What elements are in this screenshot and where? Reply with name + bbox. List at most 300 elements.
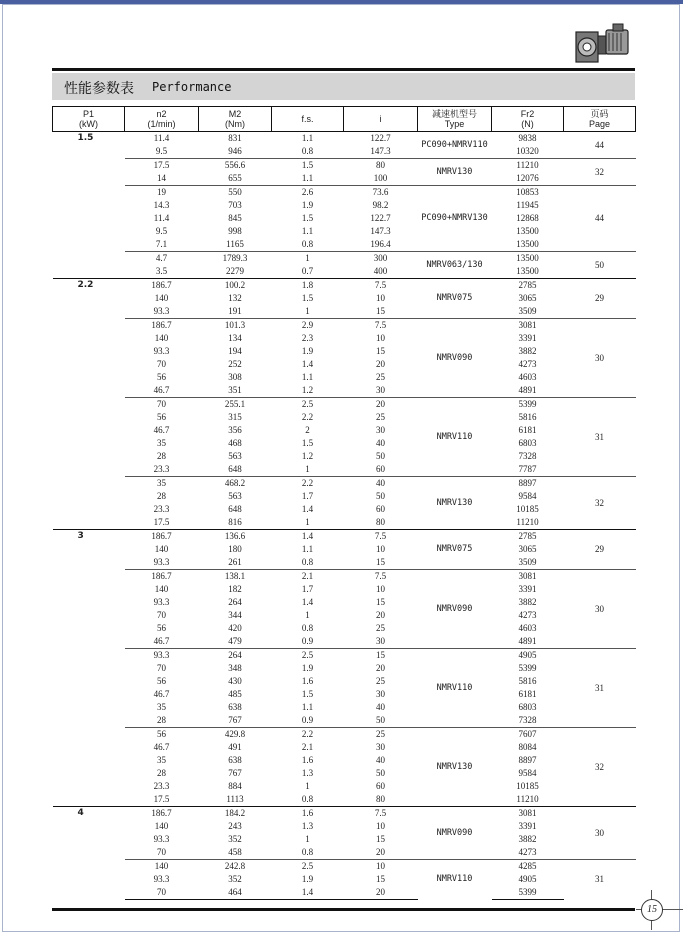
n2-cell: 70 xyxy=(125,886,199,900)
fs-cell: 0.7 xyxy=(301,266,314,276)
fs-cell: 1.9 xyxy=(301,874,314,884)
i-cell: 25 xyxy=(344,728,418,742)
table-row xyxy=(53,873,636,886)
fr2-cell: 3509 xyxy=(518,557,537,567)
i-cell: 196.4 xyxy=(370,239,391,249)
fs-cell: 1 xyxy=(272,252,344,266)
table-row xyxy=(53,675,636,688)
table-row xyxy=(53,516,636,530)
n2-cell: 140 xyxy=(154,821,169,831)
fr2-cell: 3509 xyxy=(518,306,537,316)
fs-cell: 2.5 xyxy=(272,649,344,663)
fs-cell: 1.1 xyxy=(272,132,344,146)
type-cell: NMRV110 xyxy=(418,860,492,900)
table-row xyxy=(53,780,636,793)
m2-cell: 767 xyxy=(228,715,242,725)
m2-cell: 2279 xyxy=(226,266,244,276)
fs-cell: 1.4 xyxy=(301,504,314,514)
m2-cell: 1789.3 xyxy=(199,252,272,266)
n2-cell: 46.7 xyxy=(153,425,170,435)
page-ref-cell: 30 xyxy=(564,570,636,649)
i-cell: 7.5 xyxy=(344,319,418,333)
fr2-cell: 6181 xyxy=(518,425,537,435)
n2-cell: 140 xyxy=(154,333,169,343)
table-row xyxy=(53,886,636,900)
col-header-n2: n2 (1/min) xyxy=(125,107,199,132)
type-cell: PC090+NMRV110 xyxy=(418,132,492,159)
n2-cell: 56 xyxy=(157,372,166,382)
table-row xyxy=(53,583,636,596)
i-cell: 25 xyxy=(376,676,385,686)
fr2-cell: 5399 xyxy=(492,886,564,900)
type-cell: NMRV090 xyxy=(418,807,492,860)
table-row xyxy=(53,398,636,412)
m2-cell: 767 xyxy=(228,768,242,778)
fr2-cell: 3065 xyxy=(518,544,537,554)
m2-cell: 563 xyxy=(228,451,242,461)
fr2-cell: 4891 xyxy=(518,385,537,395)
n2-cell: 93.3 xyxy=(153,597,170,607)
i-cell: 300 xyxy=(344,252,418,266)
fs-cell: 0.9 xyxy=(301,636,314,646)
table-row xyxy=(53,820,636,833)
table-row xyxy=(53,265,636,279)
table-row xyxy=(53,172,636,186)
table-row xyxy=(53,649,636,663)
table-row xyxy=(53,728,636,742)
m2-cell: 468 xyxy=(228,438,242,448)
m2-cell: 556.6 xyxy=(199,159,272,173)
table-header xyxy=(53,107,636,132)
fs-cell: 1.1 xyxy=(301,372,314,382)
fs-cell: 1.6 xyxy=(301,676,314,686)
table-row xyxy=(53,159,636,173)
n2-cell: 56 xyxy=(157,676,166,686)
n2-cell: 93.3 xyxy=(153,874,170,884)
n2-cell: 35 xyxy=(157,438,166,448)
fs-cell: 1.7 xyxy=(301,584,314,594)
m2-cell: 563 xyxy=(228,491,242,501)
table-row xyxy=(53,688,636,701)
fr2-cell: 10185 xyxy=(516,504,539,514)
n2-cell: 17.5 xyxy=(125,159,199,173)
m2-cell: 184.2 xyxy=(199,807,272,821)
table-row xyxy=(53,225,636,238)
n2-cell: 19 xyxy=(125,186,199,200)
i-cell: 80 xyxy=(376,794,385,804)
m2-cell: 1113 xyxy=(226,794,244,804)
table-row xyxy=(53,345,636,358)
n2-cell: 93.3 xyxy=(153,557,170,567)
table-row xyxy=(53,292,636,305)
m2-cell: 468.2 xyxy=(199,477,272,491)
type-cell: NMRV110 xyxy=(418,649,492,728)
type-cell: NMRV130 xyxy=(418,159,492,186)
fr2-cell: 6803 xyxy=(518,438,537,448)
i-cell: 15 xyxy=(376,597,385,607)
i-cell: 400 xyxy=(373,266,388,276)
m2-cell: 703 xyxy=(228,200,242,210)
page-ref-cell: 31 xyxy=(564,860,636,900)
fr2-cell: 7607 xyxy=(492,728,564,742)
page-ref-cell: 32 xyxy=(564,159,636,186)
n2-cell: 9.5 xyxy=(155,226,168,236)
n2-cell: 140 xyxy=(125,860,199,874)
fr2-cell: 12868 xyxy=(516,213,539,223)
fs-cell: 2.5 xyxy=(272,860,344,874)
i-cell: 20 xyxy=(376,663,385,673)
m2-cell: 243 xyxy=(228,821,242,831)
i-cell: 40 xyxy=(376,755,385,765)
page-ref-cell: 44 xyxy=(564,186,636,252)
n2-cell: 46.7 xyxy=(153,689,170,699)
m2-cell: 845 xyxy=(228,213,242,223)
table-row xyxy=(53,490,636,503)
fs-cell: 1.1 xyxy=(301,226,314,236)
i-cell: 15 xyxy=(376,557,385,567)
fr2-cell: 3391 xyxy=(518,821,537,831)
m2-cell: 134 xyxy=(228,333,242,343)
i-cell: 7.5 xyxy=(344,570,418,584)
n2-cell: 28 xyxy=(157,491,166,501)
page-ref-cell: 29 xyxy=(564,279,636,319)
m2-cell: 136.6 xyxy=(199,530,272,544)
fr2-cell: 8084 xyxy=(518,742,537,752)
i-cell: 50 xyxy=(376,491,385,501)
n2-cell: 23.3 xyxy=(153,781,170,791)
fr2-cell: 4273 xyxy=(518,359,537,369)
i-cell: 30 xyxy=(376,425,385,435)
m2-cell: 308 xyxy=(228,372,242,382)
n2-cell: 23.3 xyxy=(153,464,170,474)
fr2-cell: 6803 xyxy=(518,702,537,712)
fr2-cell: 3882 xyxy=(518,346,537,356)
i-cell: 15 xyxy=(344,649,418,663)
fr2-cell: 10320 xyxy=(516,146,539,156)
m2-cell: 420 xyxy=(228,623,242,633)
fr2-cell: 8897 xyxy=(492,477,564,491)
table-row xyxy=(53,503,636,516)
page-ref-cell: 50 xyxy=(564,252,636,279)
fr2-cell: 3882 xyxy=(518,597,537,607)
fr2-cell: 4273 xyxy=(518,610,537,620)
type-cell: NMRV090 xyxy=(418,570,492,649)
fr2-cell: 13500 xyxy=(516,226,539,236)
page-ref-cell: 30 xyxy=(564,807,636,860)
m2-cell: 479 xyxy=(228,636,242,646)
type-cell: NMRV130 xyxy=(418,728,492,807)
n2-cell: 93.3 xyxy=(153,346,170,356)
i-cell: 50 xyxy=(376,768,385,778)
fs-cell: 0.9 xyxy=(301,715,314,725)
m2-cell: 638 xyxy=(228,702,242,712)
table-row xyxy=(53,860,636,874)
i-cell: 50 xyxy=(376,451,385,461)
table-row xyxy=(53,305,636,319)
fs-cell: 1.2 xyxy=(301,385,314,395)
n2-cell: 70 xyxy=(125,398,199,412)
fr2-cell: 2785 xyxy=(492,279,564,293)
fs-cell: 2 xyxy=(305,425,310,435)
n2-cell: 93.3 xyxy=(125,649,199,663)
fr2-cell: 9584 xyxy=(518,768,537,778)
page-ref-cell: 29 xyxy=(564,530,636,570)
i-cell: 10 xyxy=(376,544,385,554)
fr2-cell: 11945 xyxy=(516,200,539,210)
m2-cell: 458 xyxy=(228,847,242,857)
fr2-cell: 4603 xyxy=(518,623,537,633)
table-row xyxy=(53,596,636,609)
i-cell: 25 xyxy=(376,412,385,422)
n2-cell: 46.7 xyxy=(153,636,170,646)
m2-cell: 1165 xyxy=(226,239,244,249)
fs-cell: 1.1 xyxy=(301,702,314,712)
type-cell: NMRV090 xyxy=(418,319,492,398)
table-row xyxy=(53,463,636,477)
fr2-cell: 3882 xyxy=(518,834,537,844)
i-cell: 60 xyxy=(376,781,385,791)
fs-cell: 1.5 xyxy=(272,159,344,173)
i-cell: 60 xyxy=(376,504,385,514)
fr2-cell: 5816 xyxy=(518,676,537,686)
col-header-page: 页码 Page xyxy=(564,107,636,132)
n2-cell: 23.3 xyxy=(153,504,170,514)
table-row xyxy=(53,833,636,846)
fs-cell: 1 xyxy=(305,610,310,620)
table-row xyxy=(53,145,636,159)
gear-motor-icon xyxy=(575,22,631,66)
m2-cell: 550 xyxy=(199,186,272,200)
table-body xyxy=(53,132,636,900)
fr2-cell: 2785 xyxy=(492,530,564,544)
m2-cell: 429.8 xyxy=(199,728,272,742)
m2-cell: 485 xyxy=(228,689,242,699)
m2-cell: 648 xyxy=(228,504,242,514)
table-row xyxy=(53,279,636,293)
table-row xyxy=(53,622,636,635)
fs-cell: 1.4 xyxy=(272,886,344,900)
i-cell: 20 xyxy=(344,398,418,412)
fs-cell: 2.3 xyxy=(301,333,314,343)
fs-cell: 1.4 xyxy=(272,530,344,544)
fr2-cell: 4891 xyxy=(518,636,537,646)
fr2-cell: 4905 xyxy=(492,649,564,663)
n2-cell: 14 xyxy=(157,173,166,183)
i-cell: 15 xyxy=(376,874,385,884)
fs-cell: 1.5 xyxy=(301,689,314,699)
table-row xyxy=(53,212,636,225)
type-cell: NMRV130 xyxy=(418,477,492,530)
table-row xyxy=(53,186,636,200)
table-row xyxy=(53,332,636,345)
fs-cell: 1.5 xyxy=(301,293,314,303)
page-ref-cell: 44 xyxy=(564,132,636,159)
i-cell: 7.5 xyxy=(344,530,418,544)
fr2-cell: 7787 xyxy=(518,464,537,474)
m2-cell: 884 xyxy=(228,781,242,791)
n2-cell: 140 xyxy=(154,584,169,594)
m2-cell: 356 xyxy=(228,425,242,435)
table-row xyxy=(53,199,636,212)
table-row xyxy=(53,741,636,754)
table-row xyxy=(53,424,636,437)
fs-cell: 1 xyxy=(305,306,310,316)
i-cell: 80 xyxy=(376,517,385,527)
m2-cell: 132 xyxy=(228,293,242,303)
type-cell: NMRV063/130 xyxy=(418,252,492,279)
table-row xyxy=(53,530,636,544)
page-number: 15 xyxy=(641,899,663,921)
col-header-fr2: Fr2 (N) xyxy=(492,107,564,132)
i-cell: 122.7 xyxy=(344,132,418,146)
i-cell: 10 xyxy=(376,333,385,343)
m2-cell: 138.1 xyxy=(199,570,272,584)
fr2-cell: 11210 xyxy=(516,517,539,527)
table-row xyxy=(53,807,636,821)
i-cell: 10 xyxy=(376,584,385,594)
i-cell: 98.2 xyxy=(372,200,389,210)
table-row xyxy=(53,635,636,649)
n2-cell: 17.5 xyxy=(153,794,170,804)
fr2-cell: 4285 xyxy=(492,860,564,874)
section-banner xyxy=(52,73,635,100)
m2-cell: 816 xyxy=(228,517,242,527)
fr2-cell: 3081 xyxy=(492,319,564,333)
m2-cell: 252 xyxy=(228,359,242,369)
table-row xyxy=(53,252,636,266)
i-cell: 122.7 xyxy=(370,213,391,223)
table-row xyxy=(53,793,636,807)
n2-cell: 56 xyxy=(157,412,166,422)
fr2-cell: 4905 xyxy=(518,874,537,884)
n2-cell: 11.4 xyxy=(125,132,199,146)
n2-cell: 17.5 xyxy=(153,517,170,527)
n2-cell: 70 xyxy=(157,847,166,857)
table-row xyxy=(53,767,636,780)
n2-cell: 70 xyxy=(157,359,166,369)
m2-cell: 351 xyxy=(228,385,242,395)
i-cell: 10 xyxy=(376,821,385,831)
i-cell: 10 xyxy=(376,293,385,303)
fs-cell: 1.7 xyxy=(301,491,314,501)
fs-cell: 1 xyxy=(305,781,310,791)
m2-cell: 261 xyxy=(228,557,242,567)
table-row xyxy=(53,437,636,450)
n2-cell: 56 xyxy=(125,728,199,742)
n2-cell: 9.5 xyxy=(155,146,168,156)
i-cell: 7.5 xyxy=(344,807,418,821)
n2-cell: 35 xyxy=(125,477,199,491)
i-cell: 30 xyxy=(376,636,385,646)
fr2-cell: 7328 xyxy=(518,451,537,461)
m2-cell: 344 xyxy=(228,610,242,620)
i-cell: 15 xyxy=(376,346,385,356)
fr2-cell: 3391 xyxy=(518,333,537,343)
m2-cell: 946 xyxy=(228,146,242,156)
fs-cell: 0.8 xyxy=(301,557,314,567)
fs-cell: 1 xyxy=(305,834,310,844)
table-row xyxy=(53,701,636,714)
i-cell: 73.6 xyxy=(344,186,418,200)
n2-cell: 186.7 xyxy=(125,530,199,544)
fs-cell: 1.4 xyxy=(301,359,314,369)
col-header-fs: f.s. xyxy=(272,107,344,132)
table-row xyxy=(53,714,636,728)
table-row xyxy=(53,754,636,767)
fr2-cell: 7328 xyxy=(518,715,537,725)
page-ref-cell: 32 xyxy=(564,477,636,530)
m2-cell: 430 xyxy=(228,676,242,686)
n2-cell: 35 xyxy=(157,755,166,765)
fs-cell: 1.1 xyxy=(301,544,314,554)
fr2-cell: 4603 xyxy=(518,372,537,382)
m2-cell: 491 xyxy=(228,742,242,752)
fs-cell: 1 xyxy=(305,464,310,474)
n2-cell: 3.5 xyxy=(155,266,168,276)
fs-cell: 2.2 xyxy=(272,728,344,742)
n2-cell: 186.7 xyxy=(125,570,199,584)
m2-cell: 255.1 xyxy=(199,398,272,412)
m2-cell: 101.3 xyxy=(199,319,272,333)
m2-cell: 831 xyxy=(199,132,272,146)
col-header-m2: M2 (Nm) xyxy=(199,107,272,132)
fr2-cell: 13500 xyxy=(492,252,564,266)
table-row xyxy=(53,371,636,384)
section-title-cn: 性能参数表 xyxy=(64,81,134,97)
n2-cell: 14.3 xyxy=(153,200,170,210)
n2-cell: 186.7 xyxy=(125,279,199,293)
page-ref-cell: 31 xyxy=(564,649,636,728)
i-cell: 147.3 xyxy=(370,146,391,156)
fs-cell: 1.6 xyxy=(272,807,344,821)
table-row xyxy=(53,662,636,675)
table-row xyxy=(53,319,636,333)
col-header-i: i xyxy=(344,107,418,132)
m2-cell: 315 xyxy=(228,412,242,422)
m2-cell: 655 xyxy=(228,173,242,183)
n2-cell: 28 xyxy=(157,715,166,725)
table-row xyxy=(53,846,636,860)
fs-cell: 1.5 xyxy=(301,213,314,223)
n2-cell: 11.4 xyxy=(153,213,170,223)
n2-cell: 28 xyxy=(157,451,166,461)
m2-cell: 264 xyxy=(228,597,242,607)
i-cell: 25 xyxy=(376,372,385,382)
m2-cell: 348 xyxy=(228,663,242,673)
power-cell: 2.2 xyxy=(53,279,125,530)
fs-cell: 1.3 xyxy=(301,821,314,831)
i-cell: 25 xyxy=(376,623,385,633)
i-cell: 20 xyxy=(376,847,385,857)
col-header-p1: P1 (kW) xyxy=(53,107,125,132)
fr2-cell: 3081 xyxy=(492,807,564,821)
i-cell: 50 xyxy=(376,715,385,725)
col-header-type: 减速机型号 Type xyxy=(418,107,492,132)
fr2-cell: 13500 xyxy=(516,239,539,249)
fr2-cell: 3391 xyxy=(518,584,537,594)
n2-cell: 140 xyxy=(154,544,169,554)
i-cell: 40 xyxy=(344,477,418,491)
fs-cell: 1.2 xyxy=(301,451,314,461)
i-cell: 15 xyxy=(376,306,385,316)
i-cell: 10 xyxy=(344,860,418,874)
fs-cell: 0.8 xyxy=(301,146,314,156)
fs-cell: 2.1 xyxy=(301,742,314,752)
fs-cell: 1.9 xyxy=(301,663,314,673)
n2-cell: 7.1 xyxy=(155,239,168,249)
fr2-cell: 5399 xyxy=(518,663,537,673)
fs-cell: 1.9 xyxy=(301,346,314,356)
